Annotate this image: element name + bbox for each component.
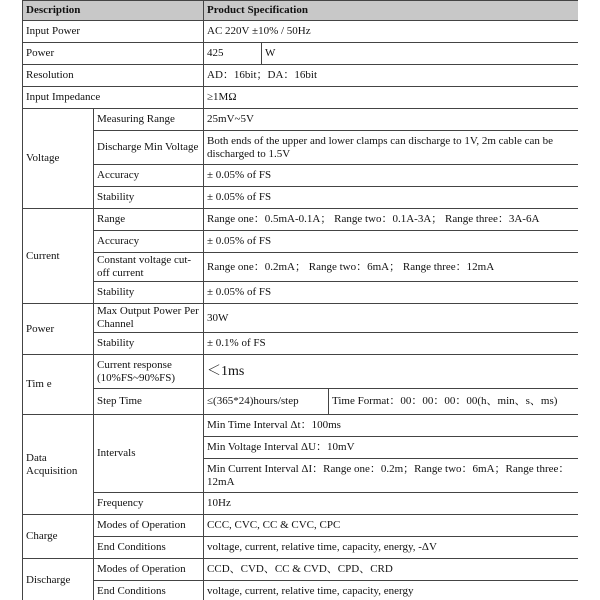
- discharge-end-value: voltage, current, relative time, capacity, energy: [204, 581, 578, 600]
- header-spec: Product Specification: [204, 1, 578, 21]
- voltage-accuracy-row: [23, 165, 579, 187]
- charge-group-label: Charge: [23, 515, 94, 559]
- current-range-value: Range one：0.5mA-0.1A； Range two：0.1A-3A； Range three：3A-6A: [204, 209, 578, 231]
- power-group-label: Power: [23, 304, 94, 355]
- time-step-value: ≤(365*24)hours/step: [204, 389, 329, 415]
- time-step-row: [23, 389, 579, 415]
- current-cutoff-label: Constant voltage cut-off current: [94, 253, 204, 282]
- voltage-stability-value: ± 0.05% of FS: [204, 187, 578, 209]
- input-impedance-label: Input Impedance: [23, 87, 204, 109]
- voltage-discharge-label: Discharge Min Voltage: [94, 131, 204, 165]
- voltage-measuring-label: Measuring Range: [94, 109, 204, 131]
- current-accuracy-label: Accuracy: [94, 231, 204, 253]
- charge-end-label: End Conditions: [94, 537, 204, 559]
- power-stability-row: [23, 333, 579, 355]
- power-unit: W: [262, 43, 578, 65]
- interval-time-value: Min Time Interval Δt：100ms: [204, 415, 578, 437]
- voltage-stability-row: [23, 187, 579, 209]
- power-max-label: Max Output Power Per Channel: [94, 304, 204, 333]
- time-response-row: [23, 355, 579, 389]
- voltage-discharge-row: [23, 131, 579, 165]
- voltage-discharge-value: Both ends of the upper and lower clamps can discharge to 1V, 2m cable can be discharged to 1.5V: [204, 131, 578, 165]
- spec-table: [22, 0, 578, 600]
- discharge-modes-value: CCD、CVD、CC & CVD、CPD、CRD: [204, 559, 578, 581]
- voltage-stability-label: Stability: [94, 187, 204, 209]
- voltage-group-label: Voltage: [23, 109, 94, 209]
- frequency-value: 10Hz: [204, 493, 578, 515]
- voltage-accuracy-value: ± 0.05% of FS: [204, 165, 578, 187]
- current-stability-value: ± 0.05% of FS: [204, 282, 578, 304]
- header-description: Description: [23, 1, 204, 21]
- current-range-label: Range: [94, 209, 204, 231]
- input-power-label: Input Power: [23, 21, 204, 43]
- current-accuracy-value: ± 0.05% of FS: [204, 231, 578, 253]
- time-format-value: Time Format：00：00：00：00(h、min、s、ms): [329, 389, 578, 415]
- header-row: [23, 1, 579, 21]
- current-range-row: [23, 209, 579, 231]
- input-power-value: AC 220V ±10% / 50Hz: [204, 21, 578, 43]
- resolution-value: AD：16bit；DA：16bit: [204, 65, 578, 87]
- discharge-group-label: Discharge: [23, 559, 94, 600]
- input-impedance-value: ≥1MΩ: [204, 87, 578, 109]
- resolution-label: Resolution: [23, 65, 204, 87]
- time-step-label: Step Time: [94, 389, 204, 415]
- voltage-measuring-value: 25mV~5V: [204, 109, 578, 131]
- interval-voltage-value: Min Voltage Interval ΔU：10mV: [204, 437, 578, 459]
- current-stability-row: [23, 282, 579, 304]
- discharge-modes-row: [23, 559, 579, 581]
- time-response-value: ＜1ms: [204, 355, 578, 389]
- data-interval-time-row: [23, 415, 579, 437]
- current-group-label: Current: [23, 209, 94, 304]
- power-max-value: 30W: [204, 304, 578, 333]
- frequency-label: Frequency: [94, 493, 204, 515]
- voltage-accuracy-label: Accuracy: [94, 165, 204, 187]
- current-cutoff-value: Range one：0.2mA； Range two：6mA； Range three：12mA: [204, 253, 578, 282]
- power-stability-value: ± 0.1% of FS: [204, 333, 578, 355]
- input-power-row: [23, 21, 579, 43]
- power-value: 425: [204, 43, 262, 65]
- discharge-modes-label: Modes of Operation: [94, 559, 204, 581]
- time-group-label: Tim e: [23, 355, 94, 415]
- current-stability-label: Stability: [94, 282, 204, 304]
- charge-end-row: [23, 537, 579, 559]
- interval-current-value: Min Current Interval ΔI：Range one：0.2m；Range two：6mA；Range three：12mA: [204, 459, 578, 493]
- power-row: [23, 43, 579, 65]
- intervals-label: Intervals: [94, 415, 204, 493]
- data-acquisition-label: Data Acquisition: [23, 415, 94, 515]
- power-stability-label: Stability: [94, 333, 204, 355]
- charge-modes-value: CCC, CVC, CC & CVC, CPC: [204, 515, 578, 537]
- data-frequency-row: [23, 493, 579, 515]
- discharge-end-row: [23, 581, 579, 600]
- voltage-measuring-row: [23, 109, 579, 131]
- current-cutoff-row: [23, 253, 579, 282]
- charge-end-value: voltage, current, relative time, capacity, energy, -ΔV: [204, 537, 578, 559]
- time-response-label: Current response (10%FS~90%FS): [94, 355, 204, 389]
- power-max-row: [23, 304, 579, 333]
- charge-modes-row: [23, 515, 579, 537]
- current-accuracy-row: [23, 231, 579, 253]
- charge-modes-label: Modes of Operation: [94, 515, 204, 537]
- input-impedance-row: [23, 87, 579, 109]
- discharge-end-label: End Conditions: [94, 581, 204, 600]
- resolution-row: [23, 65, 579, 87]
- power-label: Power: [23, 43, 204, 65]
- spec-sheet: [22, 0, 578, 600]
